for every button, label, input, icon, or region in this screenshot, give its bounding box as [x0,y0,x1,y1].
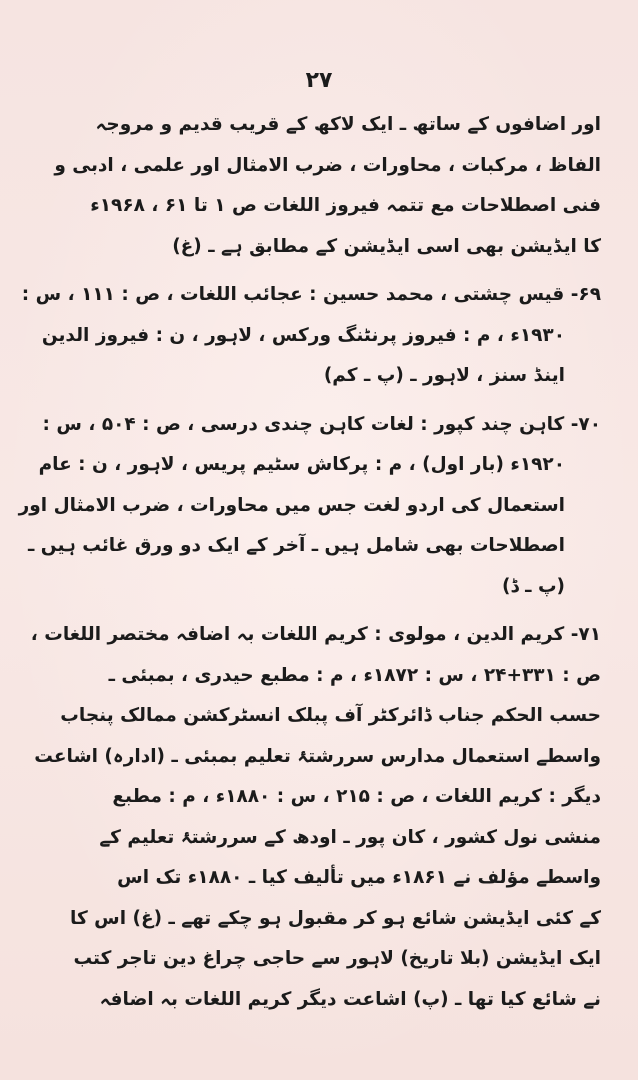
text-line: نے شائع کیا تھا ـ (پ) اشاعت دیگر کریم اللغات بہ اضافہ [99,988,601,1010]
text-line: ص : ۳۳۱+۲۴ ، س : ۱۸۷۲ء ، م : مطبع حیدری ، بمبئی ـ [108,664,601,686]
page-body [18,105,601,1020]
text-line: الفاظ ، مرکبات ، محاورات ، ضرب الامثال اور علمی ، ادبی و [54,154,601,176]
text-line: منشی نول کشور ، کان پور ـ اودھ کے سررشتۂ تعلیم کے [99,826,601,848]
text-line: دیگر : کریم اللغات ، ص : ۲۱۵ ، س : ۱۸۸۰ء ، م : مطبع [112,786,601,807]
text-line: اینڈ سنز ، لاہور ـ (پ ـ کم) [323,365,565,386]
entry-heading-line: ۷۰- کاہن چند کپور : لغات کاہن چندی درسی ، ص : ۵۰۴ ، س : [42,413,601,435]
entry-71 [30,615,601,1020]
text-line: واسطے مؤلف نے ۱۸۶۱ء میں تألیف کیا ـ ۱۸۸۰ء تک اس [117,867,601,888]
text-line: کے کئی ایڈیشن شائع ہو کر مقبول ہو چکے تھے ـ (غ) اس کا [70,907,601,929]
entry-69 [21,275,601,397]
text-line: استعمال کی اردو لغت جس میں محاورات ، ضرب الامثال اور [18,494,565,516]
text-line: فنی اصطلاحات مع تتمہ فیروز اللغات ص ۱ تا ۶۱ ، ۱۹۶۸ء [90,195,601,216]
text-line: واسطے استعمال مدارس سررشتۂ تعلیم بمبئی ـ (ادارہ) اشاعت [34,745,601,767]
text-line: ایک ایڈیشن (بلا تاریخ) لاہور سے حاجی چراغ دین تاجر کتب [73,948,601,969]
entry-heading-line: ۶۹- قیس چشتی ، محمد حسین : عجائب اللغات ، ص : ۱۱۱ ، س : [21,284,601,305]
text-line: ۱۹۲۰ء (بار اول) ، م : پرکاش سٹیم پریس ، لاہور ، ن : عام [38,454,565,475]
text-line: حسب الحکم جناب ڈائرکٹر آف پبلک انسٹرکشن ممالک پنجاب [60,705,601,726]
text-line: ۱۹۳۰ء ، م : فیروز پرنٹنگ ورکس ، لاہور ، ن : فیروز الدین [41,324,565,346]
entry-70 [18,405,601,608]
text-line: اصطلاحات بھی شامل ہیں ـ آخر کے ایک دو ورق غائب ہیں ـ [28,535,565,556]
page-number: ۲۷ [305,68,333,93]
text-line: اور اضافوں کے ساتھ ـ ایک لاکھ کے قریب قدیم و مروجہ [95,114,601,135]
text-line: کا ایڈیشن بھی اسی ایڈیشن کے مطابق ہے ـ (غ) [172,235,601,257]
text-line: (پ ـ ڈ) [502,575,565,597]
entry-heading-line: ۷۱- کریم الدین ، مولوی : کریم اللغات بہ اضافہ مختصر اللغات ، [30,624,601,645]
paragraph-continuation [35,105,601,267]
